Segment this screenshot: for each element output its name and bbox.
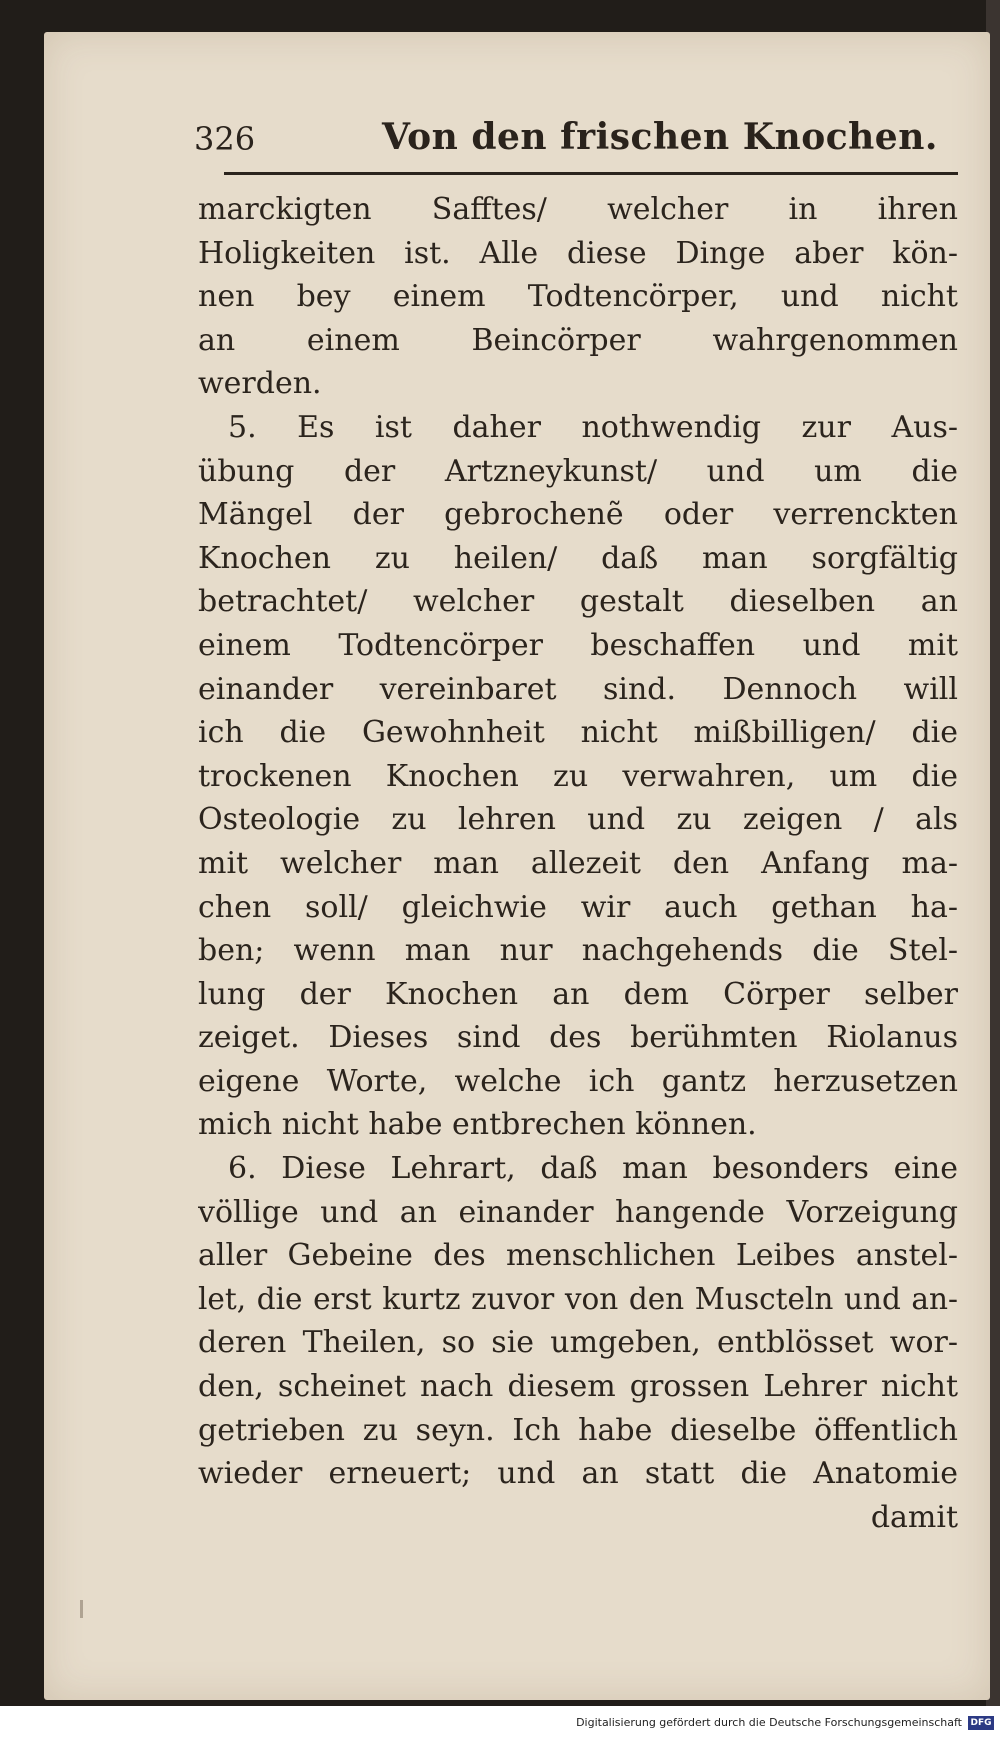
footer-bar — [0, 1706, 1000, 1742]
paragraph-5-start: 5. Es ist daher nothwendig zur Aus- — [228, 409, 958, 445]
text-line: Holigkeiten ist. Alle diese Dinge aber kön- — [198, 235, 958, 271]
header-rule — [224, 172, 958, 175]
text-line: völlige und an einander hangende Vorzeigung — [198, 1194, 958, 1230]
text-line: let, die erst kurtz zuvor von den Muscteln und an- — [198, 1281, 958, 1316]
text-line: Mängel der gebrochenẽ oder verrenckten — [198, 497, 958, 533]
page-number: 326 — [194, 120, 256, 158]
text-line: zeiget. Dieses sind des berühmten Riolanus — [198, 1020, 958, 1056]
text-line: einem Todtencörper beschaffen und mit — [198, 627, 958, 663]
text-line: deren Theilen, so sie umgeben, entblösset wor- — [198, 1325, 958, 1361]
text-line: getrieben zu seyn. Ich habe dieselbe öffentlich — [198, 1412, 958, 1448]
paragraph-6-start: 6. Diese Lehrart, daß man besonders eine — [228, 1151, 958, 1187]
text-line: an einem Beincörper wahrgenommen — [198, 322, 958, 358]
text-line: aller Gebeine des menschlichen Leibes anstel- — [198, 1238, 958, 1274]
body-text — [198, 188, 958, 1539]
text-line: einander vereinbaret sind. Dennoch will — [198, 671, 958, 707]
text-line: nen bey einem Todtencörper, und nicht — [198, 279, 958, 315]
text-line: übung der Artzneykunst/ und um die — [198, 453, 958, 489]
text-line: ben; wenn man nur nachgehends die Stel- — [198, 933, 958, 969]
funding-credit: Digitalisierung gefördert durch die Deutsche Forschungsgemeinschaft — [576, 1716, 962, 1729]
text-line: den, scheinet nach diesem grossen Lehrer nicht — [198, 1369, 958, 1405]
text-line: betrachtet/ welcher gestalt dieselben an — [198, 584, 958, 620]
text-line: wieder erneuert; und an statt die Anatomie — [198, 1456, 958, 1492]
catchword: damit — [870, 1499, 958, 1535]
paper-mark — [80, 1600, 83, 1618]
text-line: werden. — [198, 366, 322, 402]
text-line: Knochen zu heilen/ daß man sorgfältig — [198, 540, 958, 576]
text-line: chen soll/ gleichwie wir auch gethan ha- — [198, 889, 958, 925]
text-line: marckigten Safftes/ welcher in ihren — [198, 192, 958, 227]
text-line: trockenen Knochen zu verwahren, um die — [198, 758, 958, 794]
text-line: Osteologie zu lehren und zu zeigen / als — [198, 802, 958, 838]
text-line: mich nicht habe entbrechen können. — [198, 1107, 757, 1143]
text-line: ich die Gewohnheit nicht mißbilligen/ die — [198, 715, 958, 751]
page-header — [194, 116, 956, 166]
running-title: Von den frischen Knochen. — [382, 116, 938, 158]
text-line: mit welcher man allezeit den Anfang ma- — [198, 845, 958, 881]
dfg-logo: DFG — [968, 1716, 994, 1730]
text-line: eigene Worte, welche ich gantz herzusetzen — [198, 1063, 958, 1099]
text-line: lung der Knochen an dem Cörper selber — [198, 976, 958, 1012]
